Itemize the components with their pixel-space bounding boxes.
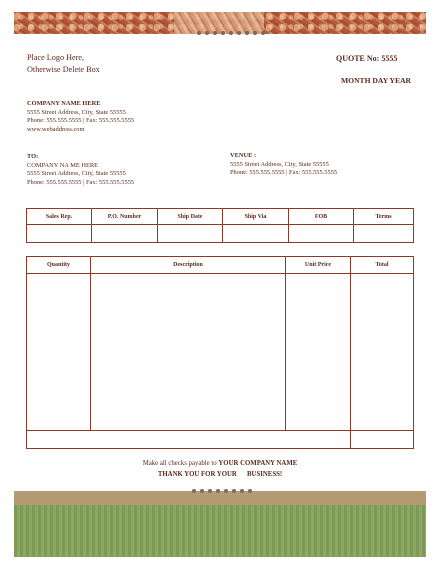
description-cell[interactable] <box>91 274 286 431</box>
payable-prefix: Make all checks payable to <box>142 460 219 467</box>
terms-cell[interactable] <box>354 225 414 243</box>
ship-via-cell[interactable] <box>223 225 289 243</box>
to-phone: Phone: 555.555.5555 | Fax: 555.555.5555 <box>27 178 135 186</box>
thank-you-note: THANK YOU FOR YOUR BUSINESS! <box>157 471 283 478</box>
sales-rep-cell[interactable] <box>27 225 92 243</box>
items-header-row <box>27 257 414 274</box>
col-sales-rep: Sales Rep. <box>27 209 92 225</box>
order-header-row <box>27 209 414 225</box>
to-block <box>27 153 134 187</box>
quantity-cell[interactable] <box>27 274 91 431</box>
to-name: COMPANY NA ME HERE <box>27 161 99 169</box>
fob-cell[interactable] <box>289 225 354 243</box>
col-ship-date: Ship Date <box>158 209 223 225</box>
ship-date-cell[interactable] <box>158 225 223 243</box>
items-total-row <box>27 431 414 449</box>
order-info-table <box>26 208 414 243</box>
quote-number: QUOTE No: 5555 <box>336 54 398 63</box>
company-block <box>27 100 134 134</box>
company-name: COMPANY NAME HERE <box>27 100 101 107</box>
col-fob: FOB <box>289 209 354 225</box>
col-total: Total <box>351 257 414 274</box>
footer-dots <box>192 489 252 493</box>
logo-placeholder[interactable] <box>27 52 100 76</box>
payable-company-name: YOUR COMPANY NAME <box>218 460 298 467</box>
grand-total-cell[interactable] <box>351 431 414 449</box>
venue-label: VENUE : <box>230 152 257 159</box>
items-body-row <box>27 274 414 431</box>
venue-address: 5555 Street Address, City, State 55555 <box>230 160 329 168</box>
venue-block <box>230 152 337 178</box>
col-quantity: Quantity <box>27 257 91 274</box>
footer-tan-band <box>14 491 426 505</box>
logo-line-2: Otherwise Delete Box <box>27 65 100 74</box>
to-label: TO: <box>27 153 39 160</box>
col-unit-price: Unit Price <box>286 257 351 274</box>
order-input-row <box>27 225 414 243</box>
to-address: 5555 Street Address, City, State 55555 <box>27 170 126 177</box>
col-ship-via: Ship Via <box>223 209 289 225</box>
header-dots <box>197 31 265 35</box>
footer-green-band <box>14 505 426 557</box>
col-description: Description <box>91 257 286 274</box>
line-items-table <box>26 256 414 449</box>
col-po-number: P.O. Number <box>92 209 158 225</box>
po-number-cell[interactable] <box>92 225 158 243</box>
company-address: 5555 Street Address, City, State 55555 <box>27 108 126 116</box>
col-terms: Terms <box>354 209 414 225</box>
company-web: www.webaddress.com <box>27 125 85 133</box>
total-cell[interactable] <box>351 274 414 431</box>
unit-price-cell[interactable] <box>286 274 351 431</box>
total-label-cell <box>27 431 351 449</box>
logo-line-1: Place Logo Here, <box>27 53 85 62</box>
quote-date: MONTH DAY YEAR <box>341 76 412 85</box>
company-phone: Phone: 555.555.5555 | Fax: 555.555.5555 <box>27 117 135 124</box>
venue-phone: Phone: 555.555.5555 | Fax: 555.555.5555 <box>230 169 338 176</box>
payable-note <box>0 460 440 467</box>
